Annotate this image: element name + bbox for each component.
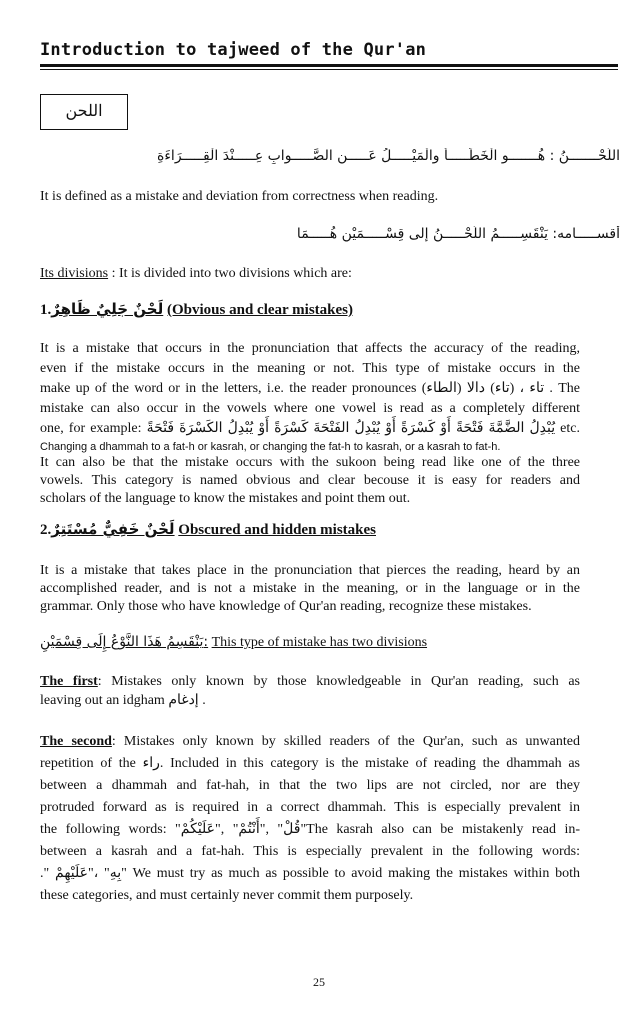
divisions-text: : It is divided into two divisions which are: — [108, 266, 352, 281]
section1-small-note: Changing a dhammah to a fat-h or kasrah, or changing the fat-h to kasrah, or a kasrah to fat-h. — [40, 441, 501, 453]
section1-line: It is a mistake that occurs in the pronunciation that affects the accuracy of the reading, — [40, 341, 580, 356]
arabic-definition: اللَّحْـــــــنُ : هُـــــــو الْخَطَـــــأُ والْمَيْـــــلُ عَـــــنِ الصَّـــــوابِ عِـــــنْدَ الْقِـــــرَاءَةِ — [157, 148, 620, 164]
section1-number: 1. — [40, 302, 52, 318]
page-header-title: Introduction to tajweed of the Qur'an — [40, 40, 427, 60]
two-divisions-heading — [40, 633, 580, 652]
second-text: : Mistakes only known by skilled readers of the Qur'an, such as unwanted — [111, 734, 580, 749]
section1-line2: vowels. This category is named obvious and clear becouse it is easy for readers and — [40, 473, 580, 488]
boxed-arabic-term: اللحن — [40, 94, 128, 130]
second-division-line: these categories, and must certainly never commit them purposely. — [40, 888, 414, 903]
second-division-line: between a dhammah and fat-hah, in that the two lips are not circled, nor are they — [40, 778, 580, 793]
divisions-label: Its divisions — [40, 266, 109, 281]
section2-title: Obscured and hidden mistakes — [178, 522, 376, 538]
second-division-line: repetition of the راء. Included in this category is the mistake of reading the dhammah as — [40, 756, 580, 771]
header-rule-thick — [40, 64, 618, 67]
two-divisions-text: This type of mistake has two divisions — [211, 635, 428, 650]
section1-line: mistake can also occur in the vowels where one vowel is read as a completely different — [40, 401, 580, 416]
section1-arabic: لَحْنٌ جَلِيٌ ظَاهِرٌ — [51, 300, 164, 318]
section1-line: make up of the word or in the letters, i.e. the reader pronounces (الطاء) تاء ، (تاء) دالا . The — [40, 381, 580, 396]
section1-line: even if the mistake occurs in the meaning or not. This type of mistake occurs in the — [40, 361, 580, 376]
section1-line2: scholars of the language to know the mistakes and point them out. — [40, 491, 411, 506]
first-division-line: leaving out an idgham إدغام . — [40, 693, 206, 708]
definition-english: It is defined as a mistake and deviation from correctness when reading. — [40, 189, 439, 204]
second-label: The second — [40, 734, 112, 749]
section1-heading — [40, 300, 353, 319]
section2-heading — [40, 520, 376, 539]
arabic-divisions: أقســـــامه: يَنْقَسِـــــمُ اللَّحْـــــنُ إِلى قِسْـــــمَيْنِ هُـــــمَا — [296, 226, 620, 242]
divisions-intro — [40, 265, 580, 283]
first-label: The first — [40, 674, 98, 689]
section1-title: (Obvious and clear mistakes) — [167, 302, 353, 318]
section2-line: accomplished reader, and is not a mistake in the meaning, or in the language or in the — [40, 581, 580, 596]
second-division-line: ." بِهِ" ،"عَلَيْهِمْ" We must try as much as possible to avoid making the mistakes within both — [40, 866, 580, 881]
two-divisions-arabic: يَنْقَسِمُ هَذَا النَّوْعُ إِلَى قِسْمَيْنِ: — [40, 634, 209, 650]
first-text: : Mistakes only known by those knowledgeable in Qur'an reading, such as — [97, 674, 580, 689]
section1-line2: It can also be that the mistake occurs with the sukoon being read like one of the three — [40, 455, 580, 470]
page-number: 25 — [313, 975, 325, 989]
first-division-line — [40, 673, 580, 691]
header-rule-thin — [40, 69, 618, 70]
section2-arabic: لَحْنٌ خَفِيٌّ مُسْتَتِرٌ — [51, 520, 175, 538]
section2-line: It is a mistake that takes place in the pronunciation that pierces the reading, heard by an — [40, 563, 580, 578]
section2-line: grammar. Only those who have knowledge of Qur'an reading, recognize these mistakes. — [40, 599, 532, 614]
second-division-line: the following words: "قُلْ" ,"أَنْتُمْ" ,"عَلَيْكُمْ"The kasrah also can be mistakenly read in- — [40, 822, 580, 837]
second-division-line — [40, 733, 580, 751]
section1-line: one, for example: يُبْدِلُ الضَّمَّةَ فَتْحَةً أَوْ كَسْرَةً أَوْ يُبْدِلُ الفَتْحَةَ كَسْرَةً أَوْ يُبْدِلُ الكَسْرَةَ فَتْحَةً etc. — [40, 421, 580, 436]
second-division-line: between a kasrah and a fat-hah. This is especially prevalent in the following words: — [40, 844, 580, 859]
section2-number: 2. — [40, 522, 52, 538]
second-division-line: protruded forward as is required in a correct dhammah. This is especially prevalent in — [40, 800, 580, 815]
